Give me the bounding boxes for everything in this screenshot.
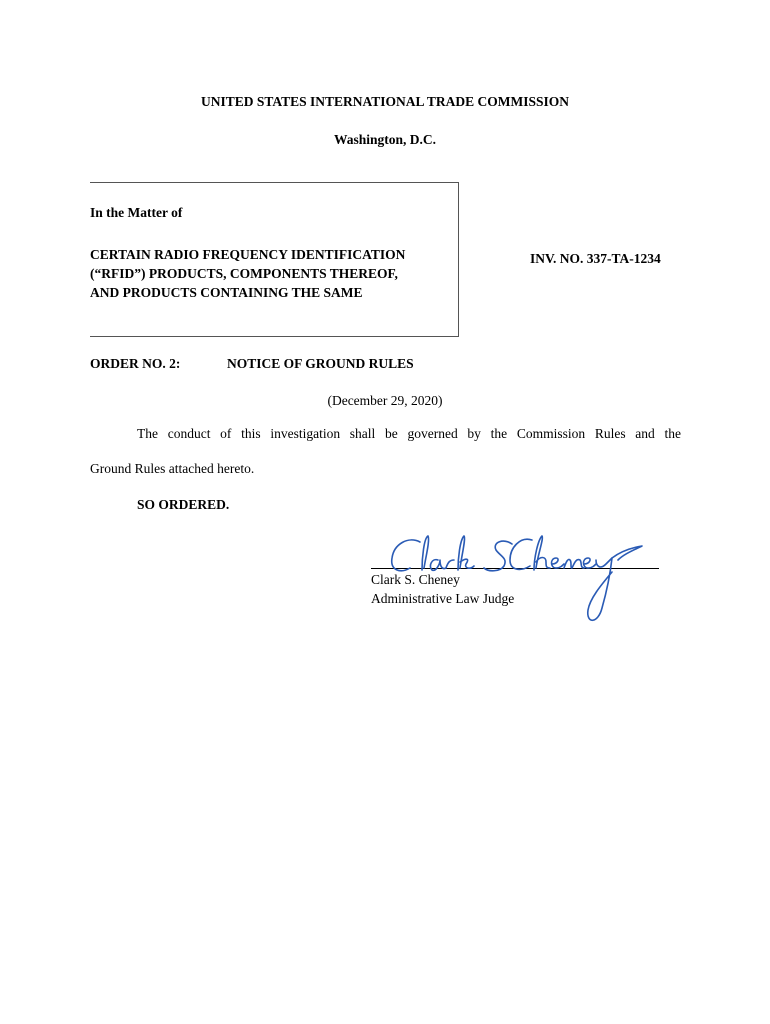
order-date: (December 29, 2020) xyxy=(327,393,443,408)
agency-heading: UNITED STATES INTERNATIONAL TRADE COMMISSION xyxy=(200,94,570,109)
case-title-line: CERTAIN RADIO FREQUENCY IDENTIFICATION xyxy=(90,247,406,262)
order-number: ORDER NO. 2: xyxy=(90,356,181,371)
order-body-line: The conduct of this investigation shall be governed by the Commission Rules and the xyxy=(137,426,681,441)
case-title xyxy=(90,245,455,302)
order-body-line: Ground Rules attached hereto. xyxy=(90,461,255,476)
so-ordered: SO ORDERED. xyxy=(137,497,230,512)
matter-label: In the Matter of xyxy=(90,205,183,220)
judge-title: Administrative Law Judge xyxy=(371,591,515,606)
investigation-number: INV. NO. 337-TA-1234 xyxy=(530,251,661,266)
case-title-line: (“RFID”) PRODUCTS, COMPONENTS THEREOF, xyxy=(90,266,398,281)
order-title: NOTICE OF GROUND RULES xyxy=(227,356,414,371)
case-title-line: AND PRODUCTS CONTAINING THE SAME xyxy=(90,285,363,300)
judge-name: Clark S. Cheney xyxy=(371,572,460,587)
agency-location: Washington, D.C. xyxy=(333,132,437,147)
